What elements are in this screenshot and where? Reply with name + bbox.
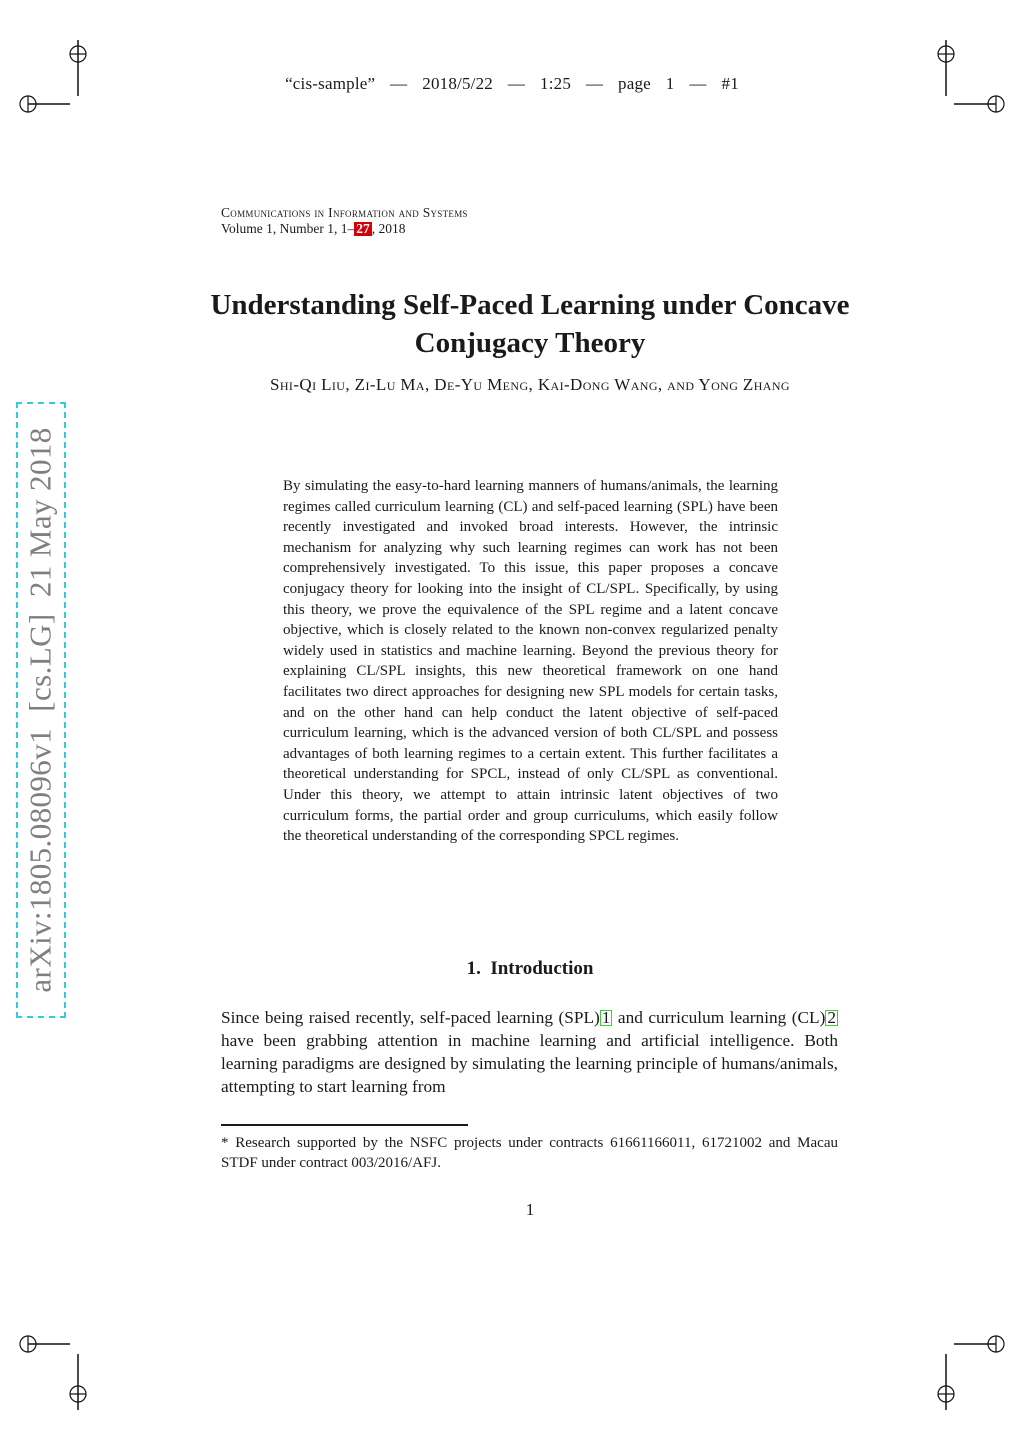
citation-link-1[interactable]: 1 xyxy=(601,1008,611,1027)
volume-text: Volume 1, Number 1, 1– xyxy=(221,221,355,236)
section-heading: 1. Introduction xyxy=(466,958,594,979)
last-page-link[interactable]: 27 xyxy=(356,221,370,236)
year-text: , 2018 xyxy=(371,221,406,236)
body-text-part: and curriculum learning (CL) xyxy=(612,1008,826,1027)
author-list: Shi-Qi Liu, Zi-Lu Ma, De-Yu Meng, Kai-Dong Wang, and Yong Zhang xyxy=(270,375,790,394)
arxiv-stamp-text: arXiv:1805.08096v1 [cs.LG] 21 May 2018 xyxy=(23,427,58,993)
footnote: * Research supported by the NSFC projects under contracts 61661166011, 61721002 and Macau STDF under contract 003/2016/AFJ. xyxy=(221,1135,838,1171)
citation-link-2[interactable]: 2 xyxy=(827,1008,836,1027)
crop-mark-bottom-right xyxy=(930,1330,1010,1410)
footnote-rule xyxy=(221,1124,468,1126)
journal-info xyxy=(221,205,468,237)
abstract: By simulating the easy-to-hard learning manners of humans/animals, the learning regimes called curriculum learning (CL) and self-paced learning (SPL) have been recently investigated and invoked broad interests. However, the intrinsic mechanism for analyzing why such learning regimes can work has not been comprehensively investigated. To this issue, this paper proposes a concave conjugacy theory for looking into the insight of CL/SPL. Specifically, by using this theory, we prove the equivalence of the SPL regime and a latent concave objective, which is closely related to the known non-convex regularized penalty widely used in statistics and machine learning. Beyond the previous theory for explaining CL/SPL insights, this new theoretical framework on one hand facilitates two direct approaches for designing new SPL models for certain tasks, and on the other hand can help conduct the latent objective of self-paced curriculum learning, which is the advanced version of both CL/SPL and possess advantages of both learning regimes to a certain extent. This further facilitates a theoretical understanding for SPCL, instead of only CL/SPL as conventional. Under this theory, we attempt to attain intrinsic latent objectives of two curriculum forms, the partial order and group curriculums, which easily follow the theoretical understanding of the corresponding SPCL regimes. xyxy=(283,478,778,845)
body-paragraph xyxy=(221,1006,838,1098)
body-text-part: Since being raised recently, self-paced learning (SPL) xyxy=(221,1008,600,1027)
crop-mark-bottom-left xyxy=(14,1330,94,1410)
paper-title: Understanding Self-Paced Learning under Concave Conjugacy Theory xyxy=(210,289,850,359)
page-number: 1 xyxy=(525,1200,535,1219)
arxiv-stamp-link[interactable] xyxy=(16,402,66,1018)
running-header: “cis-sample” — 2018/5/22 — 1:25 — page 1 — #1 xyxy=(285,74,739,93)
body-text-part: have been grabbing attention in machine learning and artificial intelligence. Both learning paradigms are designed by simulating the learning principle of humans/animals, attempting to start learning from xyxy=(221,1031,838,1096)
journal-volume xyxy=(221,221,468,237)
journal-name: Communications in Information and Systems xyxy=(221,205,468,220)
